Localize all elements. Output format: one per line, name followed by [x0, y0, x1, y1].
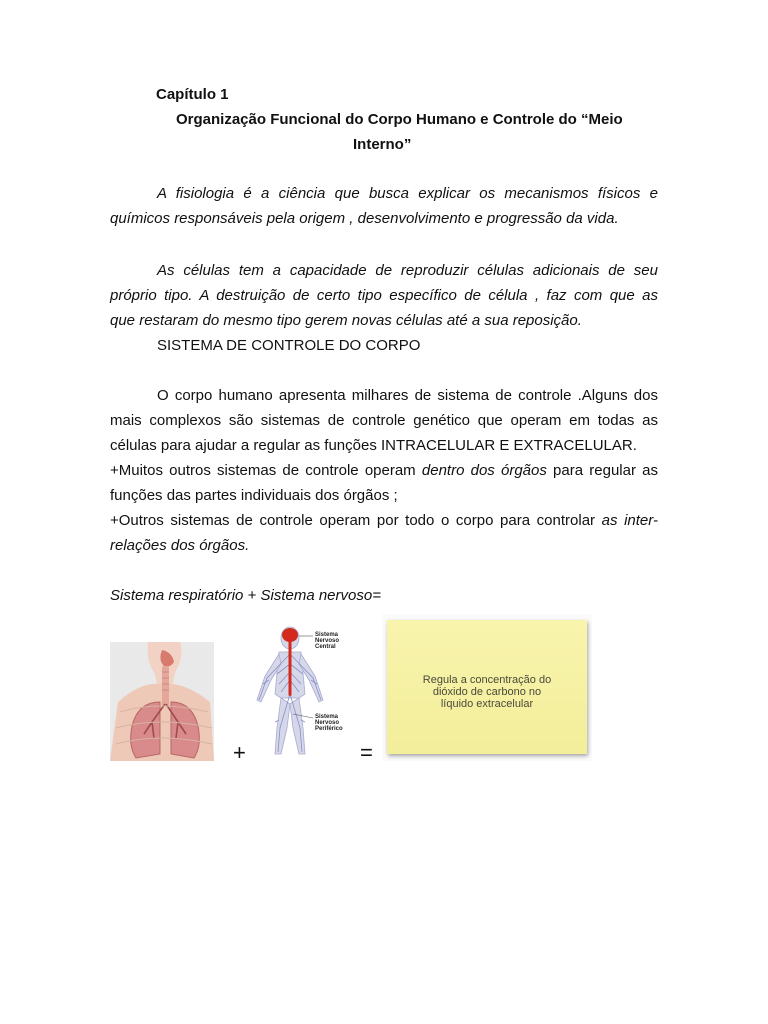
respiratory-illustration [110, 642, 214, 761]
label-central-nervous-system: Sistema Nervoso Central [315, 632, 340, 650]
paragraph-orgaos: +Muitos outros sistemas de controle operam dentro dos órgãos para regular as funções das partes individuais dos órgãos ; [110, 462, 658, 504]
plus-sign: + [233, 740, 246, 765]
paragraph-inter-relacoes: +Outros sistemas de controle operam por todo o corpo para controlar as inter- relações dos órgãos. [110, 512, 658, 554]
sticky-note-text: Regula a concentração do dióxido de carbono no líquido extracelular [422, 674, 552, 710]
chapter-label: Capítulo 1 [156, 86, 229, 103]
equals-sign: = [360, 740, 373, 765]
label-peripheral-nervous-system: Sistema Nervoso Periférico [315, 714, 343, 732]
paragraph-controle: O corpo humano apresenta milhares de sistema de controle .Alguns dos mais complexos são sistemas de controle genético que operam em todas as células para ajudar a regular as funções INTRACELULAR E EXTRACELULAR. [110, 387, 658, 454]
section-heading: SISTEMA DE CONTROLE DO CORPO [157, 337, 421, 354]
nervous-illustration [247, 624, 365, 760]
paragraph-fisiologia: A fisiologia é a ciência que busca explicar os mecanismos físicos e químicos responsáveis pela origem , desenvolvimento e progressão da vida. [110, 185, 658, 227]
sticky-note [387, 620, 587, 754]
respiratory-system-image [110, 642, 214, 761]
chapter-title-line2: Interno” [353, 136, 412, 153]
nervous-system-image [247, 624, 365, 760]
sticky-note-image [382, 614, 592, 761]
paragraph-celulas: As células tem a capacidade de reproduzir células adicionais de seu próprio tipo. A destruição de certo tipo específico de célula , faz com que as que restaram do mesmo tipo gerem novas células até a sua reposição. [110, 262, 658, 329]
chapter-title-line1: Organização Funcional do Corpo Humano e Controle do “Meio [176, 111, 623, 128]
equation-caption: Sistema respiratório + Sistema nervoso= [110, 587, 381, 604]
